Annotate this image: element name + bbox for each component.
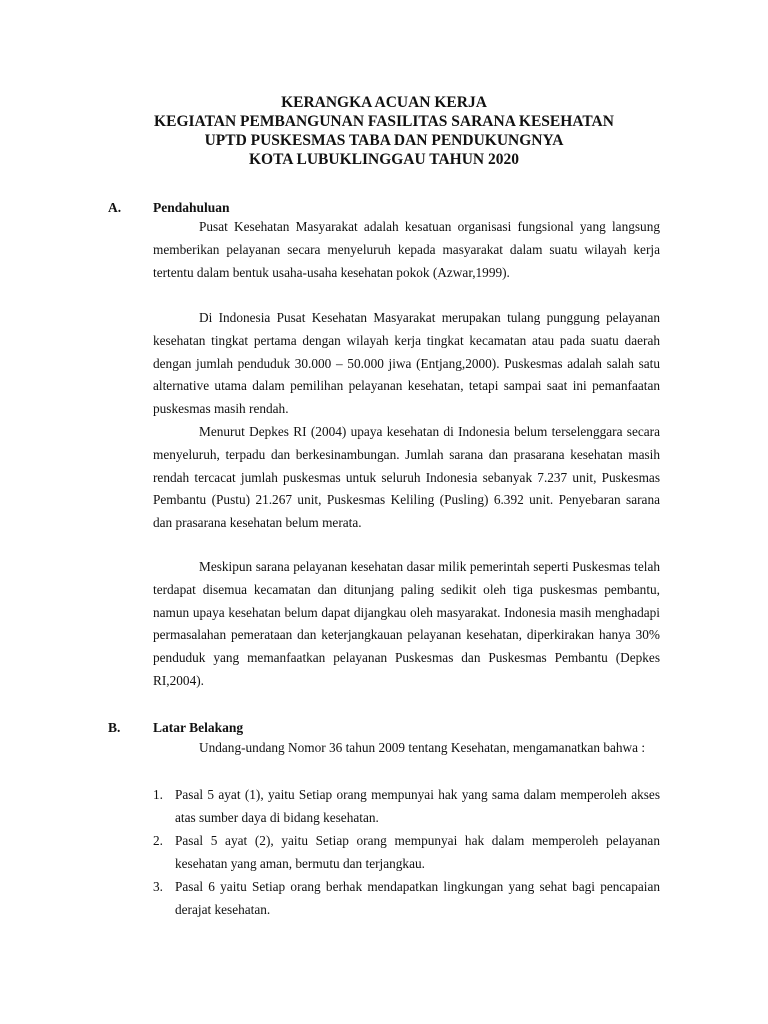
title-line-2: KEGIATAN PEMBANGUNAN FASILITAS SARANA KESEHATAN <box>154 113 614 130</box>
list-item-text: Pasal 6 yaitu Setiap orang berhak mendapatkan lingkungan yang sehat bagi pencapaian derajat kesehatan. <box>175 879 660 917</box>
section-a-paragraph-1: Pusat Kesehatan Masyarakat adalah kesatuan organisasi fungsional yang langsung memberikan pelayanan secara menyeluruh kepada masyarakat dalam suatu wilayah kerja tertentu dalam bentuk usaha-usaha kesehatan pokok (Azwar,1999). <box>153 219 660 280</box>
document-title <box>0 93 768 169</box>
list-item-number: 3. <box>153 879 163 894</box>
section-a-letter: A. <box>108 200 122 215</box>
section-a-heading: Pendahuluan <box>153 200 230 215</box>
list-item-number: 2. <box>153 833 163 848</box>
list-item <box>153 875 660 921</box>
section-b-intro: Undang-undang Nomor 36 tahun 2009 tentang Kesehatan, mengamanatkan bahwa : <box>199 740 646 755</box>
legal-articles-list <box>153 783 660 921</box>
title-line-3: UPTD PUSKESMAS TABA DAN PENDUKUNGNYA <box>204 132 564 149</box>
section-b-heading: Latar Belakang <box>153 720 244 735</box>
list-item <box>153 829 660 875</box>
title-line-1: KERANGKA ACUAN KERJA <box>281 94 487 111</box>
section-a-paragraph-3: Menurut Depkes RI (2004) upaya kesehatan di Indonesia belum terselenggara secara menyeluruh, terpadu dan berkesinambungan. Jumlah sarana dan prasarana kesehatan masih rendah tercacat jumlah puskesmas untuk seluruh Indonesia sebanyak 7.237 unit, Puskesmas Pembantu (Pustu) 21.267 unit, Puskesmas Keliling (Pusling) 6.392 unit. Penyebaran sarana dan prasarana kesehatan belum merata. <box>153 424 660 531</box>
list-item-text: Pasal 5 ayat (1), yaitu Setiap orang mempunyai hak yang sama dalam memperoleh akses atas sumber daya di bidang kesehatan. <box>175 787 660 825</box>
list-item <box>153 783 660 829</box>
section-b-letter: B. <box>108 720 121 735</box>
list-item-number: 1. <box>153 787 163 802</box>
section-a-paragraph-2: Di Indonesia Pusat Kesehatan Masyarakat merupakan tulang punggung pelayanan kesehatan tingkat pertama dengan wilayah kerja tingkat kecamatan atau pada suatu daerah dengan jumlah penduduk 30.000 – 50.000 jiwa (Entjang,2000). Puskesmas adalah salah satu alternative utama dalam pemilihan pelayanan kesehatan, tetapi sampai saat ini pemanfaatan puskesmas masih rendah. <box>153 310 660 417</box>
list-item-text: Pasal 5 ayat (2), yaitu Setiap orang mempunyai hak dalam memperoleh pelayanan kesehatan yang aman, bermutu dan terjangkau. <box>175 833 660 871</box>
section-a-paragraph-4: Meskipun sarana pelayanan kesehatan dasar milik pemerintah seperti Puskesmas telah terdapat disemua kecamatan dan ditunjang paling sedikit oleh tiga puskesmas pembantu, namun upaya kesehatan belum dapat dijangkau oleh masyarakat. Indonesia masih menghadapi permasalahan pemerataan dan keterjangkauan pelayanan kesehatan, diperkirakan hanya 30% penduduk yang memanfaatkan pelayanan Puskesmas dan Puskesmas Pembantu (Depkes RI,2004). <box>153 559 660 688</box>
title-line-4: KOTA LUBUKLINGGAU TAHUN 2020 <box>249 151 519 168</box>
